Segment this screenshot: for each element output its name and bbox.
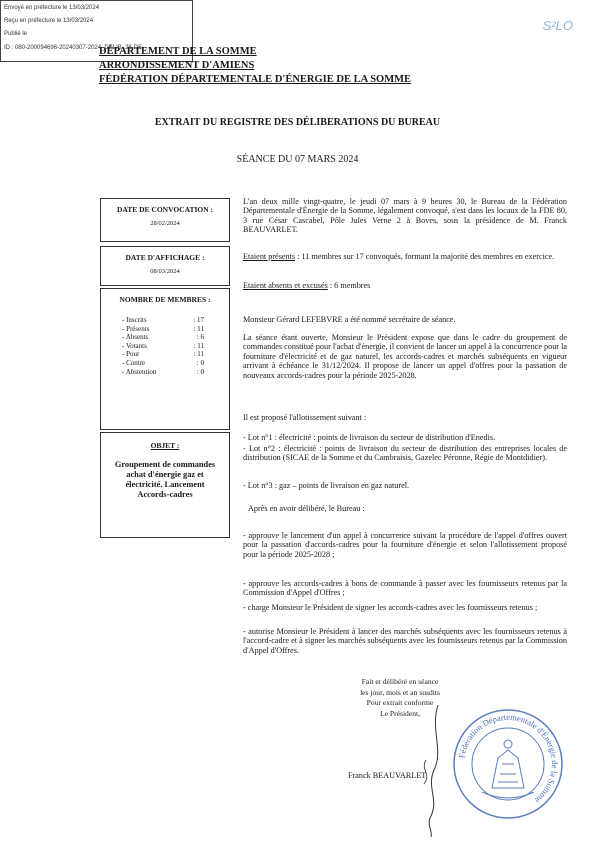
affichage-date: 08/03/2024 xyxy=(150,268,180,275)
convocation-box xyxy=(100,198,230,242)
convocation-label: DATE DE CONVOCATION : xyxy=(116,205,214,214)
absents-label: Etaient absents et excusés xyxy=(243,281,328,290)
objet-label: OBJET : xyxy=(150,441,180,450)
lot-3: - Lot n°3 : gaz – points de livraison en gaz naturel. xyxy=(243,481,410,490)
intro-paragraph: L'an deux mille vingt-quatre, le jeudi 07 mars à 9 heures 30, le Bureau de la Fédération Départementale d'Énergie de la Somme, légalement convoqué, s'est dans les locaux de la FDE 80, 3 rue César Cascabel, Pôle Jules Verne 2 à Boves, sous la présidence de M. Franck BEAUVARLET. xyxy=(243,197,567,235)
secretaire-paragraph: Monsieur Gérard LEFEBVRE a été nommé secrétaire de séance. xyxy=(243,315,456,324)
signature-line-1: Fait et délibéré en séance xyxy=(361,677,439,686)
stamp-sent: Envoyé en préfecture le 13/03/2024 xyxy=(4,5,100,11)
seance-date: SÉANCE DU 07 MARS 2024 xyxy=(236,154,359,165)
members-row: - Inscrits : 17 xyxy=(122,316,204,324)
members-row: - Contre : 0 xyxy=(122,358,204,367)
members-list xyxy=(122,316,204,376)
deliberation-intro: Après en avoir délibéré, le Bureau : xyxy=(248,504,365,513)
affichage-box xyxy=(100,246,230,286)
members-row: - Pour : 11 xyxy=(122,350,204,359)
stamp-id: ID : 080-200094696-20240307-2024_DELIB_28-DE xyxy=(4,45,143,51)
lot-2: - Lot n°2 : électricité : points de livraison du secteur de distribution des entreprises locales de distribution (SICAE de la Somme et du Cambraisis, Gazelec Péronne, Régie de Montdidier). xyxy=(243,444,567,463)
absents-paragraph xyxy=(243,281,567,290)
members-row: - Abstention : 0 xyxy=(122,367,204,376)
stamp-published: Publié le xyxy=(4,31,28,37)
document-title: EXTRAIT DU REGISTRE DES DÉLIBERATIONS DU BUREAU xyxy=(154,117,441,128)
decision-item-1: - approuve le lancement d'un appel à concurrence suivant la procédure de l'appel d'offres ouvert pour la passation d'accords-cadres pour la fourniture d'énergie et selon l'allotissement proposé pour la période 2025-2028 ; xyxy=(243,531,567,559)
stamp-received: Reçu en préfecture le 13/03/2024 xyxy=(4,18,94,24)
presents-text: : 11 membres sur 17 convoqués, formant la majorité des membres en exercice. xyxy=(295,252,555,261)
decision-item-2: - approuve les accords-cadres à bons de commande à passer avec les fournisseurs retenus par la Commission d'Appel d'Offres ; xyxy=(243,579,567,598)
objet-text: Groupement de commandes achat d'énergie gaz et électricité. Lancement Accords-cadres xyxy=(114,460,216,499)
members-label: NOMBRE DE MEMBRES : xyxy=(119,295,211,304)
signature-line-4: Le Président, xyxy=(379,708,421,718)
svg-text:Fédération Départementale d'Én: Fédération Départementale d'Énergie de la Somme xyxy=(456,711,561,806)
members-row: - Absents : 6 xyxy=(122,333,204,342)
president-name: Franck BEAUVARLET xyxy=(348,771,427,780)
header-federation: FÉDÉRATION DÉPARTEMENTALE D'ÉNERGIE DE LA SOMME xyxy=(99,74,412,85)
expose-paragraph: La séance étant ouverte, Monsieur le Président expose que dans le cadre du groupement de commandes constitué pour l'achat d'énergie, il convient de lancer un appel à la concurrence pour la fourniture d'électricité et de gaz naturel, les accords-cadres et marchés subséquents en vigueur arrivant à échéance le 31/12/2024. Il propose de lancer un appel d'offres pour la passation de nouveaux accords-cadres pour la période 2025-2028. xyxy=(243,333,567,380)
handwritten-signature xyxy=(400,700,460,840)
s2lo-logo: S²LO xyxy=(542,18,573,33)
members-row: - Présents : 11 xyxy=(122,324,204,333)
affichage-label: DATE D'AFFICHAGE : xyxy=(125,253,205,262)
signature-line-3: Pour extrait conforme xyxy=(366,698,434,707)
allotissement-intro: Il est proposé l'allotissement suivant : xyxy=(243,413,367,422)
objet-box xyxy=(100,432,230,538)
presents-label: Etaient présents xyxy=(243,252,296,261)
federation-seal xyxy=(452,708,564,820)
header-departement: DÉPARTEMENT DE LA SOMME xyxy=(99,46,257,57)
members-row: - Votants : 11 xyxy=(122,341,204,350)
decision-item-4: - autorise Monsieur le Président à lancer des marchés subséquents avec les fournisseurs retenus à l'accord-cadre et à signer les marchés subséquents avec les fournisseurs retenus par la Commission d'Appel d'Offres. xyxy=(243,627,567,655)
lot-1: - Lot n°1 : électricité : points de livraison du secteur de distribution d'Enedis. xyxy=(243,433,496,442)
convocation-date: 28/02/2024 xyxy=(150,220,180,227)
decision-item-3: - charge Monsieur le Président de signer les accords-cadres avec les fournisseurs retenus ; xyxy=(243,603,538,612)
signature-line-2: les jour, mois et an susdits xyxy=(360,687,440,697)
absents-text: : 6 membres xyxy=(327,281,371,290)
presents-paragraph xyxy=(243,252,567,261)
header-arrondissement: ARRONDISSEMENT D'AMIENS xyxy=(99,60,255,71)
